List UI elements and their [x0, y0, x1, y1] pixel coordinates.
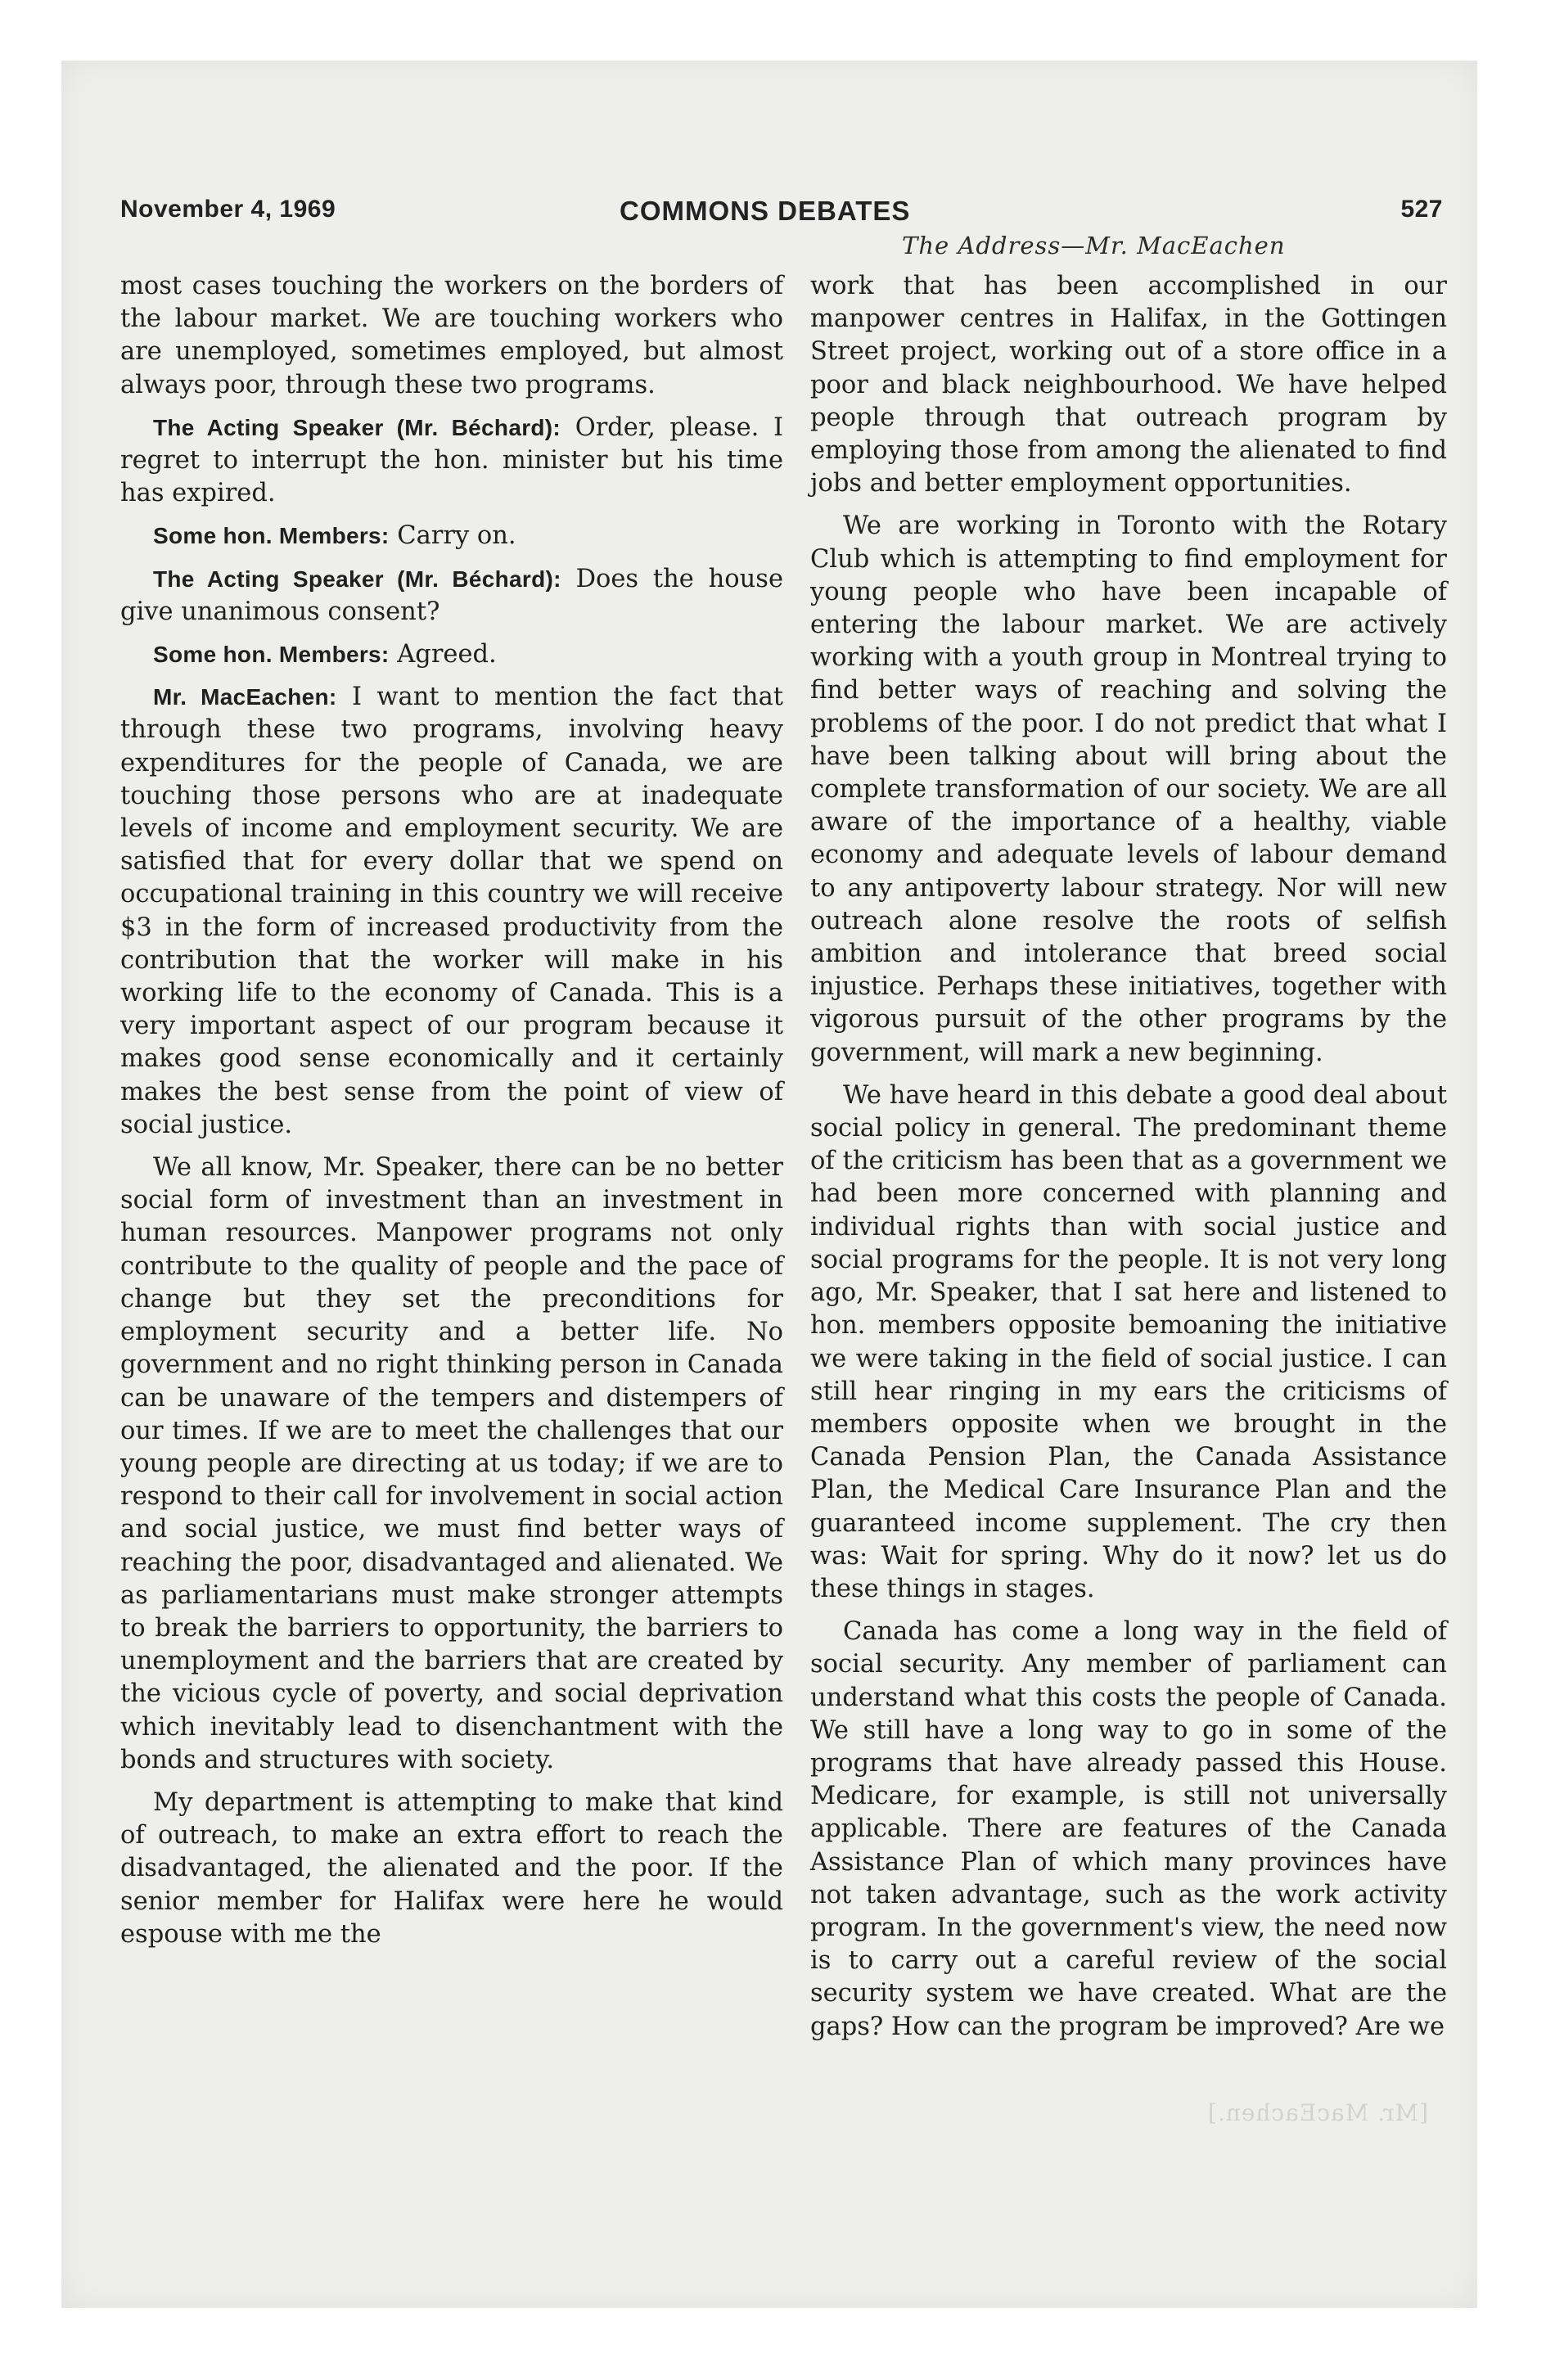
paragraph	[120, 563, 783, 629]
paragraph	[120, 520, 783, 552]
speech-text: Does the house give unanimous consent?	[120, 564, 783, 626]
page-number: 527	[1400, 196, 1443, 223]
left-column	[120, 270, 783, 1961]
header-date: November 4, 1969	[120, 196, 336, 223]
running-head: The Address—Mr. MacEachen	[902, 232, 1286, 259]
paragraph: most cases touching the workers on the borders of the labour market. We are touching workers who are unemployed, sometimes employed, but almost always poor, through these two programs.	[120, 272, 783, 399]
paragraph: Canada has come a long way in the field of social security. Any member of parliament can understand what this costs the people of Canada. We still have a long way to go in some of the programs that have already passed this House. Medicare, for example, is still not universally applicable. There are features of the Canada Assistance Plan of which many provinces have not taken advantage, such as the work activity program. In the government's view, the need now is to carry out a careful review of the social security system we have created. What are the gaps? How can the program be improved? Are we	[810, 1617, 1447, 2041]
speech-text: Carry on.	[397, 521, 516, 551]
right-column	[810, 270, 1447, 2053]
paragraph: We all know, Mr. Speaker, there can be no better social form of investment than an investment in human resources. Manpower programs not only contribute to the quality of people and the pace of change but they set the preconditions for employment security and a better life. No government and no right thinking person in Canada can be unaware of the tempers and distempers of our times. If we are to meet the challenges that our young people are directing at us today; if we are to respond to their call for involvement in social action and social justice, we must find better ways of reaching the poor, disadvantaged and alienated. We as parliamentarians must make stronger attempts to break the barriers to opportunity, the barriers to unemployment and the barriers that are created by the vicious cycle of poverty, and social deprivation which inevitably lead to disenchantment with the bonds and structures with society.	[120, 1153, 783, 1774]
paragraph	[120, 638, 783, 671]
speaker-name: Some hon. Members:	[153, 642, 390, 668]
show-through-stamp: [Mr. MacEachen.]	[1207, 2099, 1429, 2126]
speech-text: Agreed.	[397, 640, 497, 669]
paragraph: We have heard in this debate a good deal about social policy in general. The predominant theme of the criticism has been that as a government we had been more concerned with planning and individual rights than with social justice and social programs for the people. It is not very long ago, Mr. Speaker, that I sat here and listened to hon. members opposite bemoaning the initiative we were taking in the field of social justice. I can still hear ringing in my ears the criticisms of members opposite when we brought in the Canada Pension Plan, the Canada Assistance Plan, the Medical Care Insurance Plan and the guaranteed income supplement. The cry then was: Wait for spring. Why do it now? let us do these things in stages.	[810, 1080, 1447, 1603]
speech-text: Order, please. I regret to interrupt the hon. minister but his time has expired.	[120, 412, 783, 508]
paragraph	[120, 412, 783, 511]
speaker-name: Some hon. Members:	[153, 523, 390, 549]
speaker-name: Mr. MacEachen:	[153, 684, 337, 710]
paragraph: We are working in Toronto with the Rotary Club which is attempting to find employment for young people who have been incapable of entering the labour market. We are actively working with a youth group in Montreal trying to find better ways of reaching and solving the problems of the poor. I do not predict that what I have been talking about will bring about the complete transformation of our society. We are all aware of the importance of a healthy, viable economy and adequate levels of labour demand to any antipoverty labour strategy. Nor will new outreach alone resolve the roots of selfish ambition and intolerance that breed social injustice. Perhaps these initiatives, together with vigorous pursuit of the other programs by the government, will mark a new beginning.	[810, 512, 1447, 1067]
header-title: COMMONS DEBATES	[620, 196, 911, 226]
speech-text: I want to mention the fact that through these two programs, involving heavy expenditures for the people of Canada, we are touching those persons who are at inadequate levels of income and employment security. We are satisfied that for every dollar that we spend on occupational training in this country we will receive $3 in the form of increased productivity from the contribution that the worker will make in his working life to the economy of Canada. This is a very important aspect of our program because it makes good sense economically and it certainly makes the best sense from the point of view of social justice.	[120, 683, 784, 1139]
paragraph: work that has been accomplished in our manpower centres in Halifax, in the Gottingen Street project, working out of a store office in a poor and black neighbourhood. We have helped people through that outreach program by employing those from among the alienated to find jobs and better employment opportunities.	[810, 272, 1447, 498]
paragraph: My department is attempting to make that kind of outreach, to make an extra effort to reach the disadvantaged, the alienated and the poor. If the senior member for Halifax were here he would espouse with me the	[120, 1787, 783, 1949]
speaker-name: The Acting Speaker (Mr. Béchard):	[153, 414, 561, 440]
paragraph	[120, 681, 783, 1142]
page-header	[120, 196, 1443, 235]
speaker-name: The Acting Speaker (Mr. Béchard):	[153, 566, 561, 592]
